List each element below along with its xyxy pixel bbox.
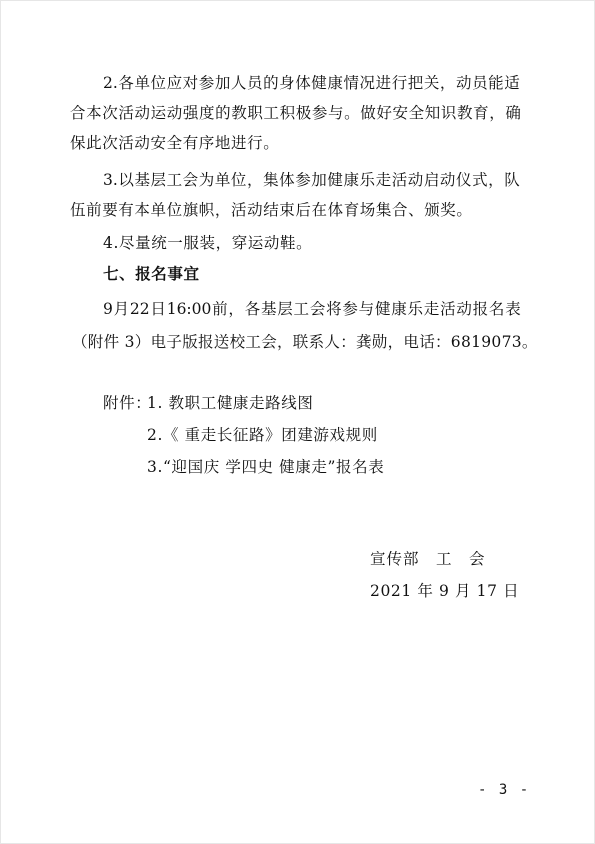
attachment-item-2: 2.《 重走长征路》团建游戏规则 [147,426,378,444]
item3-line1: 3. 以 基 层 工 会 为 单 位 ， 集 体 参 加 健 康 乐 走 活 动 启 动 仪 式 ， 队 [103,171,520,189]
section7-line1: 9 月 22 日 16:00 前 ， 各 基 层 工 会 将 参 与 健 康 乐 走 活 动 报 名 表 [103,300,521,318]
section7-line2: （附件 3）电子版报送校工会，联系人：龚勋，电话：6819073。 [72,333,538,351]
item4-line1: 4.尽量统一服装，穿运动鞋。 [103,234,313,252]
item2-line2: 合 本 次 活 动 运 动 强 度 的 教 职 工 积 极 参 与 。 做 好 安 全 知 识 教 育 ， 确 [70,104,521,122]
item2-line1: 2. 各 单 位 应 对 参 加 人 员 的 身 体 健 康 情 况 进 行 把 关 ， 动 员 能 适 [103,74,520,92]
attachment-item-3: 3.“迎国庆 学四史 健康走”报名表 [147,458,385,476]
signature-date: 2021 年 9 月 17 日 [370,582,520,600]
signature-org: 宣传部 工 会 [370,550,486,568]
attachment-item-1: 1. 教职工健康走路线图 [147,394,314,412]
page-number: - 3 - [478,782,531,798]
item3-line2: 伍前要有本单位旗帜，活动结束后在体育场集合、颁奖。 [70,201,473,219]
item2-line3: 保此次活动安全有序地进行。 [70,134,280,152]
section7-heading: 七、报名事宜 [103,265,200,283]
attachments-label: 附件： [103,394,152,412]
